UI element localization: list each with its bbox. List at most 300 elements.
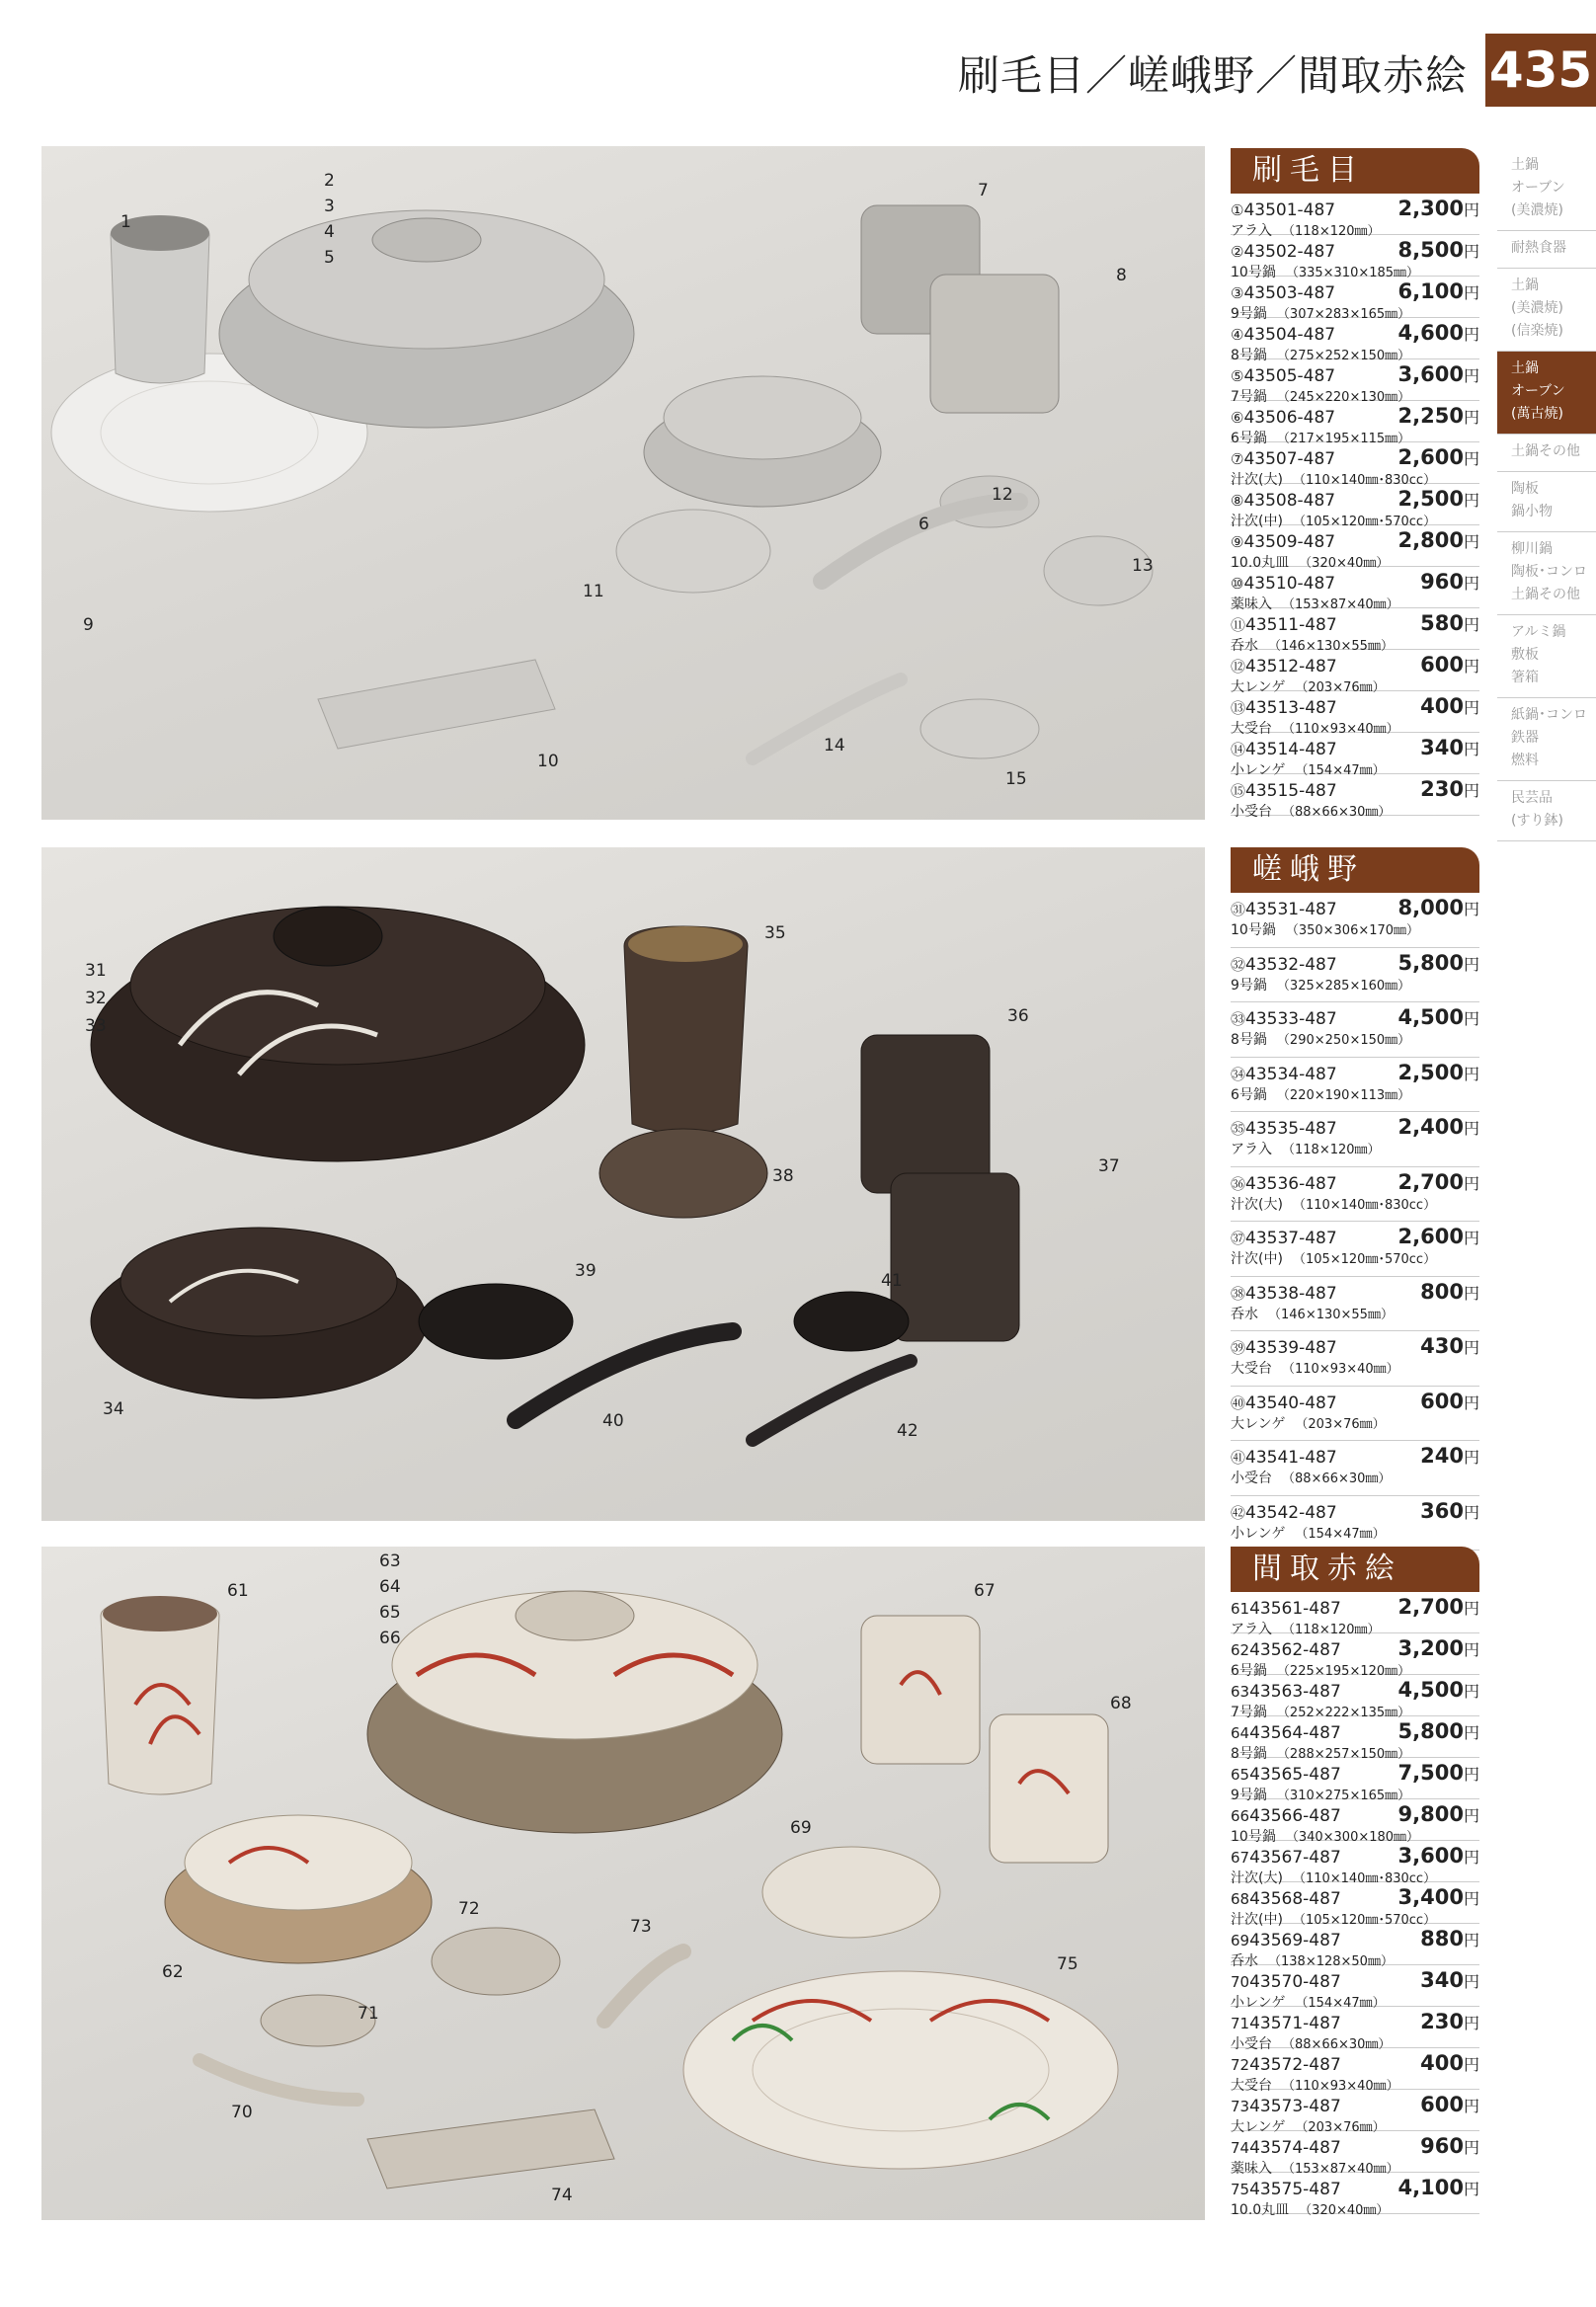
item-line2 xyxy=(1231,1358,1479,1378)
currency-label: 円 xyxy=(1463,1889,1479,1908)
item-dimensions: （105×120㎜･570cc） xyxy=(1292,1252,1437,1267)
item-desc: 大レンゲ xyxy=(1231,679,1286,695)
item-code: 43533-487 xyxy=(1245,1009,1337,1029)
callout-number: 35 xyxy=(764,923,786,943)
item-price-wrap xyxy=(1420,1334,1479,1358)
sidebar-category-label: (美濃焼) xyxy=(1511,202,1563,218)
item-code-wrap xyxy=(1231,1118,1337,1139)
currency-label: 円 xyxy=(1463,2014,1479,2032)
price-item xyxy=(1231,1058,1479,1113)
item-line1 xyxy=(1231,1885,1479,1909)
item-price: 3,600 xyxy=(1397,1844,1464,1868)
item-dimensions: （252×222×135㎜） xyxy=(1276,1706,1411,1720)
section-madori xyxy=(1231,1547,1479,2218)
item-dimensions: （320×40㎜） xyxy=(1299,2203,1390,2218)
item-dimensions: （88×66×30㎜） xyxy=(1282,2037,1392,2052)
currency-label: 円 xyxy=(1463,1931,1479,1949)
price-item xyxy=(1231,525,1479,571)
price-item xyxy=(1231,442,1479,488)
item-line1 xyxy=(1231,1280,1479,1304)
item-code-wrap xyxy=(1231,1173,1337,1194)
sidebar-category[interactable] xyxy=(1497,269,1596,352)
section-title: 間取赤絵 xyxy=(1231,1547,1479,1592)
item-price-wrap xyxy=(1420,1444,1479,1468)
item-price: 400 xyxy=(1420,2051,1464,2075)
item-dimensions: （110×140㎜･830cc） xyxy=(1292,1871,1437,1886)
item-dimensions: （105×120㎜･570cc） xyxy=(1292,1913,1437,1928)
currency-label: 円 xyxy=(1463,1972,1479,1991)
currency-label: 円 xyxy=(1463,2055,1479,2074)
item-price: 2,800 xyxy=(1397,528,1464,552)
photo-sagano-illustration xyxy=(41,847,1205,1521)
item-line1 xyxy=(1231,1968,1479,1992)
item-price-wrap xyxy=(1398,362,1479,386)
item-dimensions: （290×250×150㎜） xyxy=(1276,1033,1411,1048)
sidebar-category-label: 鍋小物 xyxy=(1511,504,1553,519)
price-item xyxy=(1231,1387,1479,1442)
item-code-wrap xyxy=(1231,1392,1337,1413)
item-code-wrap xyxy=(1231,1064,1337,1084)
item-code-wrap xyxy=(1231,283,1335,303)
item-code: 43506-487 xyxy=(1243,408,1336,428)
item-price-wrap xyxy=(1420,1968,1479,1992)
price-item xyxy=(1231,774,1479,820)
item-code-wrap xyxy=(1231,1889,1341,1909)
section-hakeme xyxy=(1231,148,1479,820)
item-line1 xyxy=(1231,777,1479,801)
callout-number: 32 xyxy=(85,989,107,1008)
item-number: 68 xyxy=(1231,1890,1250,1908)
item-desc: 小レンゲ xyxy=(1231,1995,1286,2011)
price-item xyxy=(1231,1002,1479,1058)
sidebar-category-label: 土鍋その他 xyxy=(1511,443,1580,459)
item-line1 xyxy=(1231,2093,1479,2116)
item-number: 73 xyxy=(1231,2098,1250,2115)
item-code-wrap xyxy=(1231,532,1335,552)
item-code-wrap xyxy=(1231,242,1335,262)
item-price-wrap xyxy=(1420,2051,1479,2075)
item-code-wrap xyxy=(1231,614,1337,635)
item-price: 2,250 xyxy=(1397,404,1464,428)
item-number: 67 xyxy=(1231,1849,1250,1867)
item-dimensions: （110×140㎜･830cc） xyxy=(1292,473,1437,488)
item-code-wrap xyxy=(1231,656,1337,676)
item-line1 xyxy=(1231,1225,1479,1248)
callout-number: 66 xyxy=(379,1629,401,1648)
price-item xyxy=(1231,235,1479,280)
currency-label: 円 xyxy=(1463,408,1479,427)
item-number: 72 xyxy=(1231,2056,1250,2074)
currency-label: 円 xyxy=(1463,449,1479,468)
callout-number: 42 xyxy=(897,1421,918,1441)
photo-hakeme xyxy=(41,146,1205,820)
currency-label: 円 xyxy=(1463,1848,1479,1867)
price-item xyxy=(1231,277,1479,322)
item-code-wrap xyxy=(1231,1228,1337,1248)
item-price: 400 xyxy=(1420,694,1464,718)
currency-label: 円 xyxy=(1463,1640,1479,1659)
price-item xyxy=(1231,1112,1479,1167)
price-item xyxy=(1231,691,1479,737)
item-price: 2,300 xyxy=(1397,197,1464,220)
item-code: 43509-487 xyxy=(1243,532,1336,552)
item-desc: 10.0丸皿 xyxy=(1231,2202,1290,2218)
sidebar-category-label: 箸箱 xyxy=(1511,670,1539,685)
callout-number: 75 xyxy=(1057,1954,1078,1974)
item-code-wrap xyxy=(1231,1008,1337,1029)
sidebar-category-label: 土鍋 xyxy=(1511,278,1539,293)
sidebar-category-label: オーブン xyxy=(1511,180,1565,196)
item-price: 4,100 xyxy=(1397,2176,1464,2199)
item-code-wrap xyxy=(1231,697,1337,718)
item-code-wrap xyxy=(1231,739,1337,759)
item-dimensions: （138×128×50㎜） xyxy=(1268,1954,1394,1969)
sidebar-category-label: オーブン xyxy=(1511,383,1565,399)
price-item xyxy=(1231,194,1479,239)
price-item xyxy=(1231,1222,1479,1277)
item-price: 2,600 xyxy=(1397,1225,1464,1248)
price-item xyxy=(1231,1441,1479,1496)
item-code-wrap xyxy=(1231,1972,1341,1992)
item-dimensions: （110×93×40㎜） xyxy=(1282,722,1399,737)
item-line1 xyxy=(1231,653,1479,676)
item-price: 5,800 xyxy=(1397,1719,1464,1743)
photo-hakeme-illustration xyxy=(41,146,1205,820)
item-code-wrap xyxy=(1231,954,1337,975)
price-item xyxy=(1231,1965,1479,2011)
item-number: 71 xyxy=(1231,2015,1250,2032)
item-line1 xyxy=(1231,611,1479,635)
item-price-wrap xyxy=(1398,487,1479,511)
item-line1 xyxy=(1231,487,1479,511)
item-price-wrap xyxy=(1398,404,1479,428)
item-line1 xyxy=(1231,1844,1479,1868)
callout-number: 64 xyxy=(379,1577,401,1597)
item-price: 2,700 xyxy=(1397,1595,1464,1619)
currency-label: 円 xyxy=(1463,366,1479,385)
item-price: 8,500 xyxy=(1397,238,1464,262)
item-line1 xyxy=(1231,694,1479,718)
item-code: 43535-487 xyxy=(1245,1119,1337,1139)
item-dimensions: （203×76㎜） xyxy=(1295,680,1386,695)
item-price: 360 xyxy=(1420,1498,1464,1523)
callout-number: 3 xyxy=(324,197,335,216)
callout-number: 40 xyxy=(602,1411,624,1431)
item-code: 43565-487 xyxy=(1249,1765,1341,1785)
callout-number: 70 xyxy=(231,2103,253,2122)
item-price-wrap xyxy=(1398,1885,1479,1909)
item-code: 43570-487 xyxy=(1249,1972,1341,1992)
price-item xyxy=(1231,650,1479,695)
callout-number: 72 xyxy=(458,1899,480,1919)
item-line1 xyxy=(1231,736,1479,759)
item-list xyxy=(1231,893,1479,1551)
item-desc: 9号鍋 xyxy=(1231,977,1267,994)
callout-number: 14 xyxy=(824,736,845,756)
sidebar-category-label: 土鍋その他 xyxy=(1511,587,1580,602)
sidebar-category-label: (信楽焼) xyxy=(1511,323,1563,339)
callout-number: 12 xyxy=(992,485,1013,505)
currency-label: 円 xyxy=(1463,491,1479,510)
item-line2 xyxy=(1231,1304,1479,1323)
item-desc: 大レンゲ xyxy=(1231,2119,1286,2135)
item-code-wrap xyxy=(1231,1931,1341,1950)
sidebar-category-label: 燃料 xyxy=(1511,753,1539,768)
item-code: 43568-487 xyxy=(1249,1889,1341,1909)
item-code-wrap xyxy=(1231,408,1335,428)
item-price-wrap xyxy=(1420,1927,1479,1950)
price-item xyxy=(1231,1167,1479,1223)
item-price-wrap xyxy=(1398,1802,1479,1826)
currency-label: 円 xyxy=(1463,1448,1479,1467)
item-line2 xyxy=(1231,1139,1479,1158)
item-dimensions: （153×87×40㎜） xyxy=(1282,597,1399,612)
item-desc: 汁次(中) xyxy=(1231,1251,1283,1267)
item-code: 43536-487 xyxy=(1245,1173,1337,1194)
item-price: 2,500 xyxy=(1397,1060,1464,1084)
item-desc: 大受台 xyxy=(1231,721,1272,737)
section-title: 嵯峨野 xyxy=(1231,847,1479,893)
callout-number: 61 xyxy=(227,1581,249,1601)
item-line1 xyxy=(1231,1761,1479,1785)
item-price-wrap xyxy=(1398,528,1479,552)
item-line2 xyxy=(1231,975,1479,994)
sidebar-category[interactable] xyxy=(1497,698,1596,781)
price-item xyxy=(1231,733,1479,778)
item-desc: 大受台 xyxy=(1231,1361,1272,1377)
item-dimensions: （118×120㎜） xyxy=(1282,1143,1381,1157)
sidebar-category-label: 耐熱食器 xyxy=(1511,240,1566,256)
callout-number: 63 xyxy=(379,1551,401,1571)
currency-label: 円 xyxy=(1463,698,1479,717)
item-price-wrap xyxy=(1398,1005,1479,1029)
item-price-wrap xyxy=(1398,1636,1479,1660)
item-desc: 9号鍋 xyxy=(1231,1788,1267,1803)
item-code-wrap xyxy=(1231,1283,1337,1304)
item-line1 xyxy=(1231,896,1479,919)
item-desc: 10号鍋 xyxy=(1231,265,1276,280)
sidebar-category[interactable] xyxy=(1497,148,1596,231)
item-line2 xyxy=(1231,1523,1479,1543)
item-desc: 8号鍋 xyxy=(1231,348,1267,363)
callout-number: 13 xyxy=(1132,556,1154,576)
sidebar-category[interactable] xyxy=(1497,435,1596,472)
item-price: 880 xyxy=(1420,1927,1464,1950)
photo-madori-illustration xyxy=(41,1547,1205,2220)
item-code: 43574-487 xyxy=(1249,2138,1341,2158)
item-desc: 小レンゲ xyxy=(1231,1525,1286,1542)
item-dimensions: （275×252×150㎜） xyxy=(1276,349,1411,363)
item-number: 65 xyxy=(1231,1766,1250,1784)
item-line1 xyxy=(1231,1061,1479,1084)
sidebar-category-label: 敷板 xyxy=(1511,647,1539,663)
item-line1 xyxy=(1231,570,1479,594)
currency-label: 円 xyxy=(1463,1765,1479,1784)
item-dimensions: （203×76㎜） xyxy=(1295,1416,1386,1432)
item-price: 600 xyxy=(1420,1389,1464,1413)
item-price-wrap xyxy=(1420,736,1479,759)
item-dimensions: （288×257×150㎜） xyxy=(1276,1747,1411,1762)
currency-label: 円 xyxy=(1463,2180,1479,2198)
item-price-wrap xyxy=(1398,197,1479,220)
currency-label: 円 xyxy=(1463,900,1479,918)
item-line1 xyxy=(1231,951,1479,975)
item-desc: 小受台 xyxy=(1231,804,1272,820)
item-line1 xyxy=(1231,279,1479,303)
sidebar-category[interactable] xyxy=(1497,352,1596,435)
price-item xyxy=(1231,1758,1479,1803)
price-item xyxy=(1231,1716,1479,1762)
item-code: 43534-487 xyxy=(1245,1064,1337,1084)
item-line1 xyxy=(1231,1595,1479,1619)
item-line2 xyxy=(1231,2199,1479,2219)
sidebar-category[interactable] xyxy=(1497,472,1596,532)
item-price-wrap xyxy=(1398,1595,1479,1619)
item-dimensions: （118×120㎜） xyxy=(1282,224,1381,239)
item-code-wrap xyxy=(1231,449,1335,469)
currency-label: 円 xyxy=(1463,657,1479,676)
item-code: 43514-487 xyxy=(1245,740,1337,759)
item-code-wrap xyxy=(1231,2055,1341,2075)
item-desc: 8号鍋 xyxy=(1231,1746,1267,1762)
currency-label: 円 xyxy=(1463,1229,1479,1247)
item-desc: 汁次(中) xyxy=(1231,1912,1283,1928)
item-price: 2,600 xyxy=(1397,445,1464,469)
item-price-wrap xyxy=(1420,570,1479,594)
price-item xyxy=(1231,1924,1479,1969)
item-price-wrap xyxy=(1420,2134,1479,2158)
item-code: 43515-487 xyxy=(1245,781,1337,801)
item-dimensions: （245×220×130㎜） xyxy=(1276,390,1411,405)
item-price-wrap xyxy=(1398,1678,1479,1702)
item-number: ⑦ xyxy=(1231,450,1244,468)
callout-number: 65 xyxy=(379,1603,401,1623)
item-dimensions: （154×47㎜） xyxy=(1295,1526,1386,1542)
sidebar-category[interactable] xyxy=(1497,532,1596,615)
item-code: 43503-487 xyxy=(1243,283,1336,303)
item-number: 63 xyxy=(1231,1683,1250,1701)
item-number: ㉝ xyxy=(1231,1010,1246,1028)
item-dimensions: （154×47㎜） xyxy=(1295,1996,1386,2011)
item-line1 xyxy=(1231,1334,1479,1358)
sidebar-category[interactable] xyxy=(1497,615,1596,698)
sidebar-category[interactable] xyxy=(1497,781,1596,841)
item-dimensions: （310×275×165㎜） xyxy=(1276,1789,1411,1803)
price-item xyxy=(1231,567,1479,612)
item-dimensions: （340×300×180㎜） xyxy=(1285,1830,1420,1845)
item-number: 62 xyxy=(1231,1641,1250,1659)
item-code-wrap xyxy=(1231,366,1335,386)
currency-label: 円 xyxy=(1463,1064,1479,1083)
pottery-illustration xyxy=(91,907,1019,1440)
item-dimensions: （350×306×170㎜） xyxy=(1285,923,1420,938)
item-code-wrap xyxy=(1231,780,1337,801)
item-price-wrap xyxy=(1420,2093,1479,2116)
item-line2 xyxy=(1231,919,1479,939)
item-price: 2,700 xyxy=(1397,1169,1464,1194)
item-price-wrap xyxy=(1398,1061,1479,1084)
item-line2 xyxy=(1231,1248,1479,1268)
item-number: 74 xyxy=(1231,2139,1250,2157)
item-dimensions: （153×87×40㎜） xyxy=(1282,2162,1399,2177)
item-price: 230 xyxy=(1420,2010,1464,2033)
item-desc: 8号鍋 xyxy=(1231,1032,1267,1048)
sidebar-category[interactable] xyxy=(1497,231,1596,269)
item-price-wrap xyxy=(1398,238,1479,262)
item-code: 43537-487 xyxy=(1245,1229,1337,1248)
item-number: ⑩ xyxy=(1231,575,1244,593)
item-number: 69 xyxy=(1231,1932,1250,1949)
currency-label: 円 xyxy=(1463,1806,1479,1825)
currency-label: 円 xyxy=(1463,574,1479,593)
currency-label: 円 xyxy=(1463,200,1479,219)
item-price-wrap xyxy=(1398,1844,1479,1868)
item-price-wrap xyxy=(1420,2010,1479,2033)
item-price: 4,500 xyxy=(1397,1678,1464,1702)
sidebar-category-label: 陶板･コンロ xyxy=(1511,564,1587,580)
item-line1 xyxy=(1231,1678,1479,1702)
sidebar-category-label: 土鍋 xyxy=(1511,360,1539,376)
item-number: 66 xyxy=(1231,1807,1250,1825)
price-item xyxy=(1231,484,1479,529)
item-dimensions: （307×283×165㎜） xyxy=(1276,307,1411,322)
item-number: ㊷ xyxy=(1231,1503,1246,1522)
item-price-wrap xyxy=(1398,1225,1479,1248)
item-number: ㊴ xyxy=(1231,1339,1246,1357)
item-dimensions: （146×130×55㎜） xyxy=(1268,1307,1394,1322)
item-line1 xyxy=(1231,238,1479,262)
item-dimensions: （110×140㎜･830cc） xyxy=(1292,1197,1437,1213)
item-desc: 6号鍋 xyxy=(1231,1086,1267,1103)
item-line1 xyxy=(1231,1005,1479,1029)
callout-number: 71 xyxy=(358,2004,379,2024)
callout-number: 9 xyxy=(83,615,94,635)
price-item xyxy=(1231,1592,1479,1637)
item-price: 600 xyxy=(1420,653,1464,676)
callout-number: 73 xyxy=(630,1917,652,1937)
currency-label: 円 xyxy=(1463,740,1479,758)
item-desc: 10.0丸皿 xyxy=(1231,555,1290,571)
callout-number: 10 xyxy=(537,752,559,771)
item-code-wrap xyxy=(1231,899,1337,919)
item-price-wrap xyxy=(1398,1170,1479,1194)
item-price-wrap xyxy=(1420,1499,1479,1523)
item-number: 70 xyxy=(1231,1973,1250,1991)
item-desc: 6号鍋 xyxy=(1231,1663,1267,1679)
item-desc: 大受台 xyxy=(1231,2078,1272,2094)
page-title: 刷毛目／嵯峨野／間取赤絵 xyxy=(957,51,1468,100)
callout-number: 67 xyxy=(974,1581,996,1601)
item-code: 43562-487 xyxy=(1249,1640,1341,1660)
item-price-wrap xyxy=(1398,1761,1479,1785)
item-code: 43538-487 xyxy=(1245,1283,1337,1304)
item-code-wrap xyxy=(1231,1599,1341,1619)
item-line1 xyxy=(1231,2051,1479,2075)
price-item xyxy=(1231,1277,1479,1332)
item-price: 6,100 xyxy=(1397,279,1464,303)
item-code: 43512-487 xyxy=(1245,657,1337,676)
item-code-wrap xyxy=(1231,1447,1337,1468)
sidebar-category-label: 陶板 xyxy=(1511,481,1539,497)
item-number: ㉞ xyxy=(1231,1065,1246,1083)
item-line1 xyxy=(1231,528,1479,552)
item-price-wrap xyxy=(1420,653,1479,676)
price-item xyxy=(1231,948,1479,1003)
item-dimensions: （110×93×40㎜） xyxy=(1282,1362,1399,1377)
item-dimensions: （105×120㎜･570cc） xyxy=(1292,515,1437,529)
currency-label: 円 xyxy=(1463,1682,1479,1701)
item-code: 43507-487 xyxy=(1243,449,1336,469)
